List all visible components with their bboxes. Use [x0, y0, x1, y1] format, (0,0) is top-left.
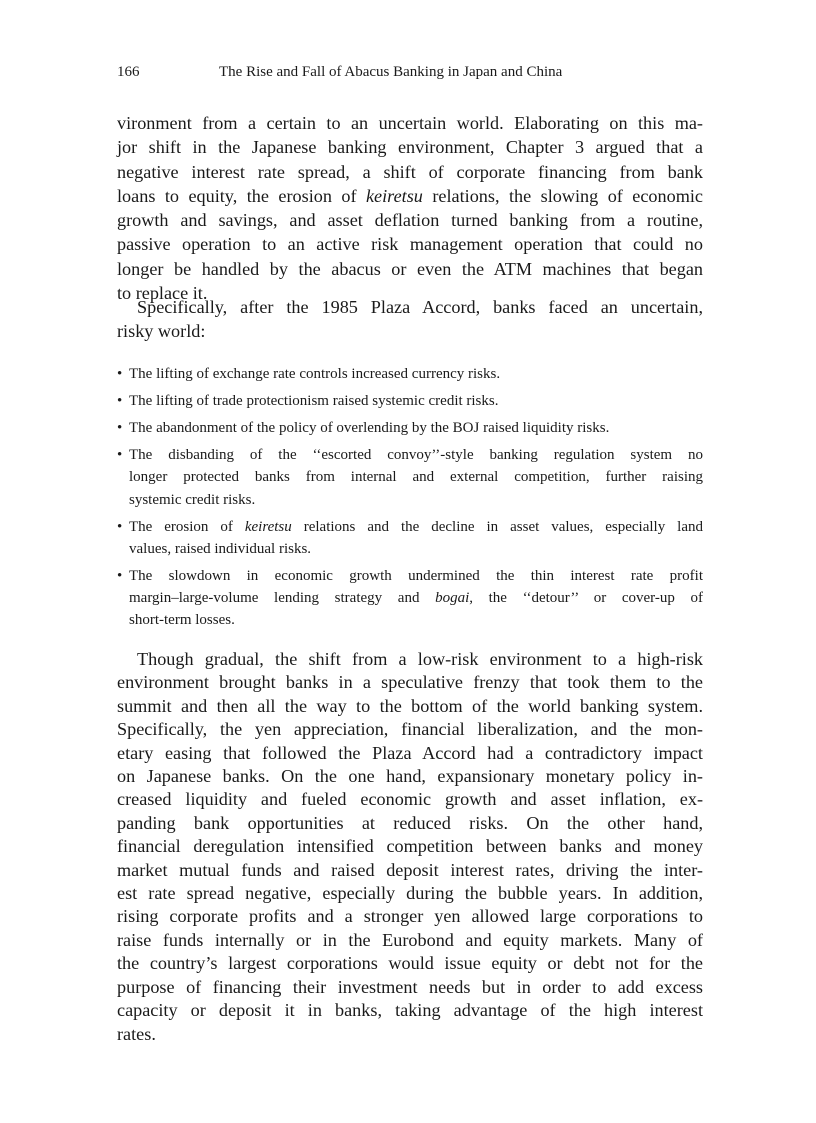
text-run: The abandonment of the policy of overlending by the BOJ raised liquidity risks.	[129, 419, 610, 436]
text-run: est rate spread negative, especially during the bubble years. In addition,	[117, 883, 703, 904]
text-run: relations and the decline in asset values, especially land	[291, 518, 703, 535]
text-run: rates.	[117, 1023, 156, 1044]
text-line	[129, 565, 703, 587]
text-run: rising corporate profits and a stronger yen allowed large corporations to	[117, 906, 703, 927]
text-line	[129, 417, 703, 439]
text-run: to replace it.	[117, 283, 208, 304]
text-line	[117, 160, 703, 184]
text-line	[129, 444, 703, 466]
bullet-item	[117, 417, 703, 439]
text-line	[117, 812, 703, 835]
text-line	[117, 929, 703, 952]
text-line	[117, 718, 703, 741]
bullet-icon: •	[117, 392, 123, 409]
bullet-icon: •	[117, 366, 123, 382]
text-run: the country’s largest corporations would issue equity or debt not for the	[117, 953, 703, 974]
text-line	[117, 232, 703, 256]
text-line	[129, 516, 703, 538]
text-line	[129, 489, 703, 511]
bullet-item	[117, 444, 703, 511]
text-line	[117, 135, 703, 159]
paragraph-1	[117, 111, 703, 305]
bullet-item	[117, 390, 703, 412]
text-line	[117, 695, 703, 718]
text-line	[117, 111, 703, 135]
text-run: relations, the slowing of economic	[422, 185, 703, 206]
text-line	[117, 295, 703, 319]
text-run: short-term losses.	[129, 612, 235, 629]
text-run: summit and then all the way to the bottom of the world banking system.	[117, 695, 703, 716]
text-run: on Japanese banks. On the one hand, expansionary monetary policy in-	[117, 766, 703, 787]
text-run: systemic credit risks.	[129, 491, 256, 508]
text-line	[117, 765, 703, 788]
text-line	[117, 835, 703, 858]
text-line	[129, 466, 703, 488]
text-run: etary easing that followed the Plaza Accord had a contradictory impact	[117, 742, 703, 763]
text-run: The disbanding of the ‘‘escorted convoy’’-style banking regulation system no	[129, 446, 703, 463]
text-line	[117, 319, 703, 343]
text-line	[129, 538, 703, 560]
text-run: vironment from a certain to an uncertain world. Elaborating on this ma-	[117, 113, 703, 133]
text-line	[117, 999, 703, 1022]
running-title: The Rise and Fall of Abacus Banking in Japan and China	[219, 64, 563, 80]
text-run: risky world:	[117, 321, 206, 342]
text-line	[117, 788, 703, 811]
text-line	[117, 184, 703, 208]
text-run: purpose of financing their investment needs but in order to add excess	[117, 976, 703, 997]
text-run: panding bank opportunities at reduced risks. On the other hand,	[117, 812, 703, 833]
italic-term: keiretsu	[365, 185, 423, 206]
bullet-icon: •	[117, 567, 123, 584]
text-run: values, raised individual risks.	[129, 540, 312, 557]
text-run: longer be handled by the abacus or even the ATM machines that began	[117, 258, 703, 279]
text-line	[117, 905, 703, 928]
text-run: The lifting of exchange rate controls increased currency risks.	[129, 366, 501, 382]
bullet-item	[117, 516, 703, 561]
bullet-icon: •	[117, 446, 123, 463]
paragraph-2	[117, 295, 703, 344]
text-line	[117, 882, 703, 905]
text-run: passive operation to an active risk management operation that could no	[117, 234, 703, 255]
text-run: financial deregulation intensified competition between banks and money	[117, 836, 703, 857]
text-run: jor shift in the Japanese banking environment, Chapter 3 argued that a	[117, 137, 703, 158]
text-line	[129, 390, 703, 412]
text-run: longer protected banks from internal and external competition, further raising	[129, 469, 703, 486]
text-run: creased liquidity and fueled economic growth and asset inflation, ex-	[117, 789, 703, 810]
text-run: Specifically, after the 1985 Plaza Accord, banks faced an uncertain,	[137, 297, 703, 317]
bullet-item	[117, 565, 703, 632]
bullet-icon: •	[117, 419, 123, 436]
text-line	[117, 648, 703, 671]
text-run: capacity or deposit it in banks, taking advantage of the high interest	[117, 1000, 703, 1021]
text-run: The lifting of trade protectionism raised systemic credit risks.	[129, 392, 499, 409]
bullet-item	[117, 363, 703, 385]
text-run: raise funds internally or in the Eurobond and equity markets. Many of	[117, 929, 703, 950]
italic-term: keiretsu	[244, 518, 292, 535]
bullet-list	[117, 363, 703, 636]
bullet-icon: •	[117, 518, 123, 535]
text-line	[117, 208, 703, 232]
page-number: 166	[117, 64, 140, 80]
text-run: market mutual funds and raised deposit interest rates, driving the inter-	[117, 859, 703, 880]
text-run: , the ‘‘detour’’ or cover-up of	[469, 590, 703, 607]
text-run: Though gradual, the shift from a low-risk environment to a high-risk	[137, 649, 703, 669]
text-run: margin–large-volume lending strategy and	[129, 590, 436, 607]
text-line	[117, 1023, 703, 1046]
text-line	[117, 257, 703, 281]
text-line	[117, 859, 703, 882]
text-run: growth and savings, and asset deflation turned banking from a routine,	[117, 210, 703, 231]
text-line	[117, 671, 703, 694]
text-run: negative interest rate spread, a shift of corporate financing from bank	[117, 161, 703, 182]
text-line	[117, 976, 703, 999]
text-run: The erosion of	[129, 518, 245, 535]
text-run: The slowdown in economic growth undermined the thin interest rate profit	[129, 567, 703, 584]
text-line	[117, 952, 703, 975]
text-run: environment brought banks in a speculative frenzy that took them to the	[117, 672, 703, 693]
text-line	[117, 742, 703, 765]
italic-term: bogai	[435, 590, 470, 607]
text-line	[129, 363, 703, 385]
text-run: loans to equity, the erosion of	[117, 185, 366, 206]
text-line	[129, 587, 703, 609]
paragraph-3	[117, 648, 703, 1046]
text-line	[129, 609, 703, 631]
text-run: Specifically, the yen appreciation, financial liberalization, and the mon-	[117, 719, 703, 740]
